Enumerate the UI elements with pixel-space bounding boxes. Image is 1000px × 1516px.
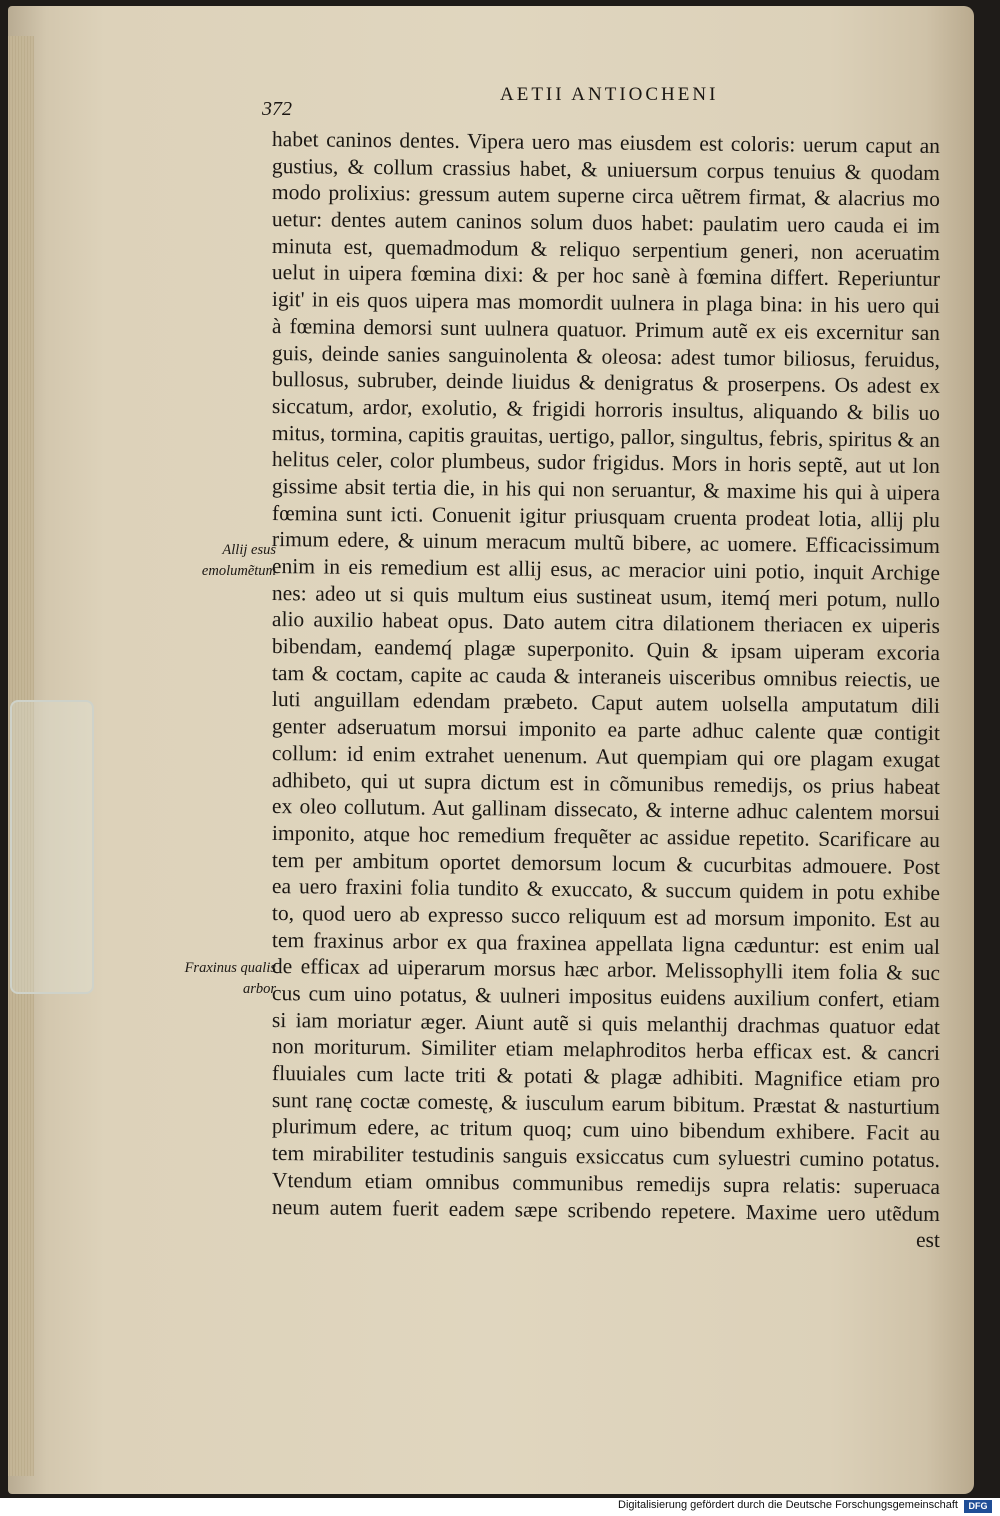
text-line: sunt ranę coctæ comestę, & iusculum earum bibitum. Præstat & nasturtium bbox=[271, 1087, 941, 1119]
text-line: tem fraxinus arbor ex qua fraxinea appellata ligna cæduntur: est enim ual bbox=[271, 927, 941, 959]
text-line: mitus, tormina, capitis grauitas, uertigo, pallor, singultus, febris, spiritus & an bbox=[271, 420, 941, 452]
text-line: imponito, atque hoc remedium frequẽter ac assidue repetito. Scarificare au bbox=[271, 820, 941, 852]
text-line: rimum edere, & uinum meracum multũ bibere, ac uomere. Efficacissimum bbox=[271, 527, 941, 559]
text-line: gissime absit tertia die, in his qui non seruantur, & maxime his qui à uipera bbox=[271, 473, 941, 505]
text-line: tam & coctam, capite ac cauda & interaneis uisceribus omnibus reiectis, ue bbox=[271, 660, 941, 692]
text-line: igit' in eis quos uipera mas momordit uulnera in plaga bina: in his uero qui bbox=[271, 287, 941, 319]
text-line: minuta est, quemadmodum & reliquo serpentium generi, non aceruatim bbox=[271, 233, 941, 265]
text-line: adhibeto, qui ut supra dictum est in cõmunibus remedijs, os prius habeat bbox=[271, 767, 941, 799]
text-line: si iam moriatur æger. Aiunt autẽ si quis melanthij drachmas quatuor edat bbox=[271, 1007, 941, 1039]
margin-note-garlic: Allij esus emolumẽtum bbox=[201, 542, 276, 579]
text-line: nes: adeo ut si quis multum eius sustineat usum, itemq́ meri potum, nullo bbox=[271, 580, 941, 612]
text-line: neum autem fuerit eadem sæpe scribendo repetere. Maxime uero utẽdum bbox=[271, 1194, 941, 1226]
text-line: enim in eis remedium est allij esus, ac meracior uini potio, inquit Archige bbox=[271, 554, 941, 585]
text-line: collum: id enim extrahet uenenum. Aut quempiam qui ore plagam exugat bbox=[271, 740, 941, 772]
text-line: luti anguillam edendam præbeto. Caput autem uolsella amputatum dili bbox=[271, 687, 941, 719]
bookmark-clip bbox=[10, 700, 94, 994]
text-line: modo prolixius: gressum autem superne circa uẽtrem firmat, & alacrius mo bbox=[271, 180, 941, 212]
text-line: genter adseruatum morsui imponito ea parte adhuc calente quæ contigit bbox=[271, 714, 941, 746]
dfg-logo-icon: DFG bbox=[964, 1500, 992, 1513]
text-line: habet caninos dentes. Vipera uero mas eiusdem est coloris: uerum caput an bbox=[271, 127, 941, 158]
footer-credit: Digitalisierung gefördert durch die Deutsche Forschungsgemeinschaft bbox=[618, 1499, 958, 1511]
text-line: cus cum uino potatus, & uulneri impositus euidens auxilium confert, etiam bbox=[271, 981, 941, 1012]
catchword: est bbox=[915, 1227, 941, 1253]
page-number: 372 bbox=[262, 98, 292, 120]
text-line: to, quod uero ab expresso succo reliquum est ad morsum imponito. Est au bbox=[271, 900, 941, 932]
text-line: ea uero fraxini folia tundito & exuccato, & succum quidem in potu exhibe bbox=[271, 874, 941, 906]
text-line: à fœmina demorsi sunt uulnera quatuor. Primum autẽ ex eis excernitur san bbox=[271, 313, 941, 345]
text-line: de efficax ad uiperarum morsus hæc arbor. Melissophylli item folia & suc bbox=[271, 954, 941, 986]
text-line: gustius, & collum crassius habet, & uniuersum corpus tenuius & quodam bbox=[271, 153, 941, 185]
text-line: uelut in uipera fœmina dixi: & per hoc sanè à fœmina differt. Reperiuntur bbox=[271, 260, 941, 292]
text-line: guis, deinde sanies sanguinolenta & oleosa: adest tumor biliosus, feruidus, bbox=[271, 340, 941, 372]
text-line: plurimum edere, ac tritum quoq; cum uino bibendum exhibere. Facit au bbox=[271, 1114, 941, 1146]
text-line: ex oleo collutum. Aut gallinam dissecato, & interne adhuc calentem morsui bbox=[271, 794, 941, 826]
running-head: AETII ANTIOCHENI bbox=[500, 84, 719, 105]
text-line: uetur: dentes autem caninos solum duos habet: paulatim uero cauda ei im bbox=[271, 207, 941, 239]
text-line: tem per ambitum oportet demorsum locum & cucurbitas admouere. Post bbox=[271, 847, 941, 879]
text-line: alio auxilio habeat opus. Dato autem citra dilationem theriacen ex uiperis bbox=[271, 607, 941, 639]
text-line: fœmina sunt icti. Conuenit igitur priusquam cruenta prodeat lotia, allij plu bbox=[271, 500, 941, 532]
margin-note-ash-tree: Fraxinus qualis arbor bbox=[184, 960, 276, 997]
text-line: helitus celer, color plumbeus, sudor frigidus. Mors in horis septẽ, aut ut lon bbox=[271, 447, 941, 479]
text-line: non moriturum. Similiter etiam melaphroditos herba efficax est. & cancri bbox=[271, 1034, 941, 1066]
text-line: bibendam, eandemq́ plagæ superponito. Quin & ipsam uiperam excoria bbox=[271, 634, 941, 666]
text-line: bullosus, subruber, deinde liuidus & denigratus & proserpens. Os adest ex bbox=[271, 367, 941, 399]
text-line: Vtendum etiam omnibus communibus remedijs supra relatis: superuaca bbox=[271, 1167, 941, 1199]
text-line: tem mirabiliter testudinis sanguis exsiccatus cum syluestri cumino potatus. bbox=[271, 1141, 941, 1173]
text-line: siccatum, ardor, exolutio, & frigidi horroris insultus, aliquando & bilis uo bbox=[271, 393, 941, 425]
body-text bbox=[271, 126, 941, 1253]
text-line: fluuiales cum lacte triti & potati & plagæ adhibiti. Magnifice etiam pro bbox=[271, 1061, 941, 1093]
